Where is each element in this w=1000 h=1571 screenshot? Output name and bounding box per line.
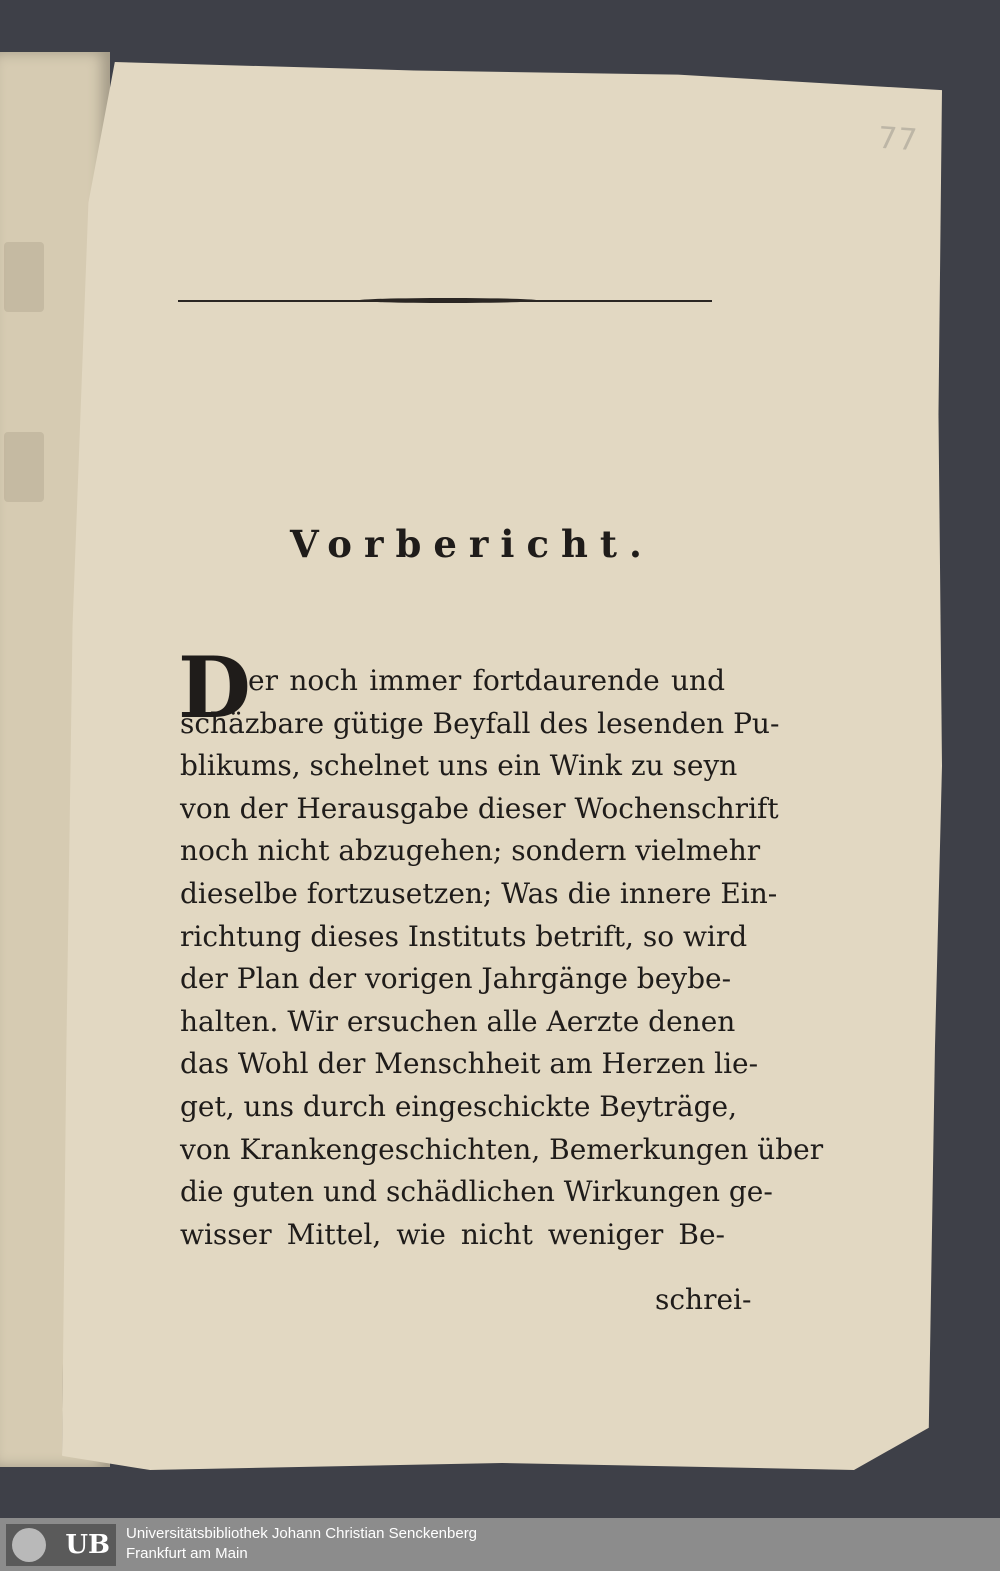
logo-text: UB xyxy=(65,1530,110,1560)
text-line: halten. Wir ersuchen alle Aerzte denen xyxy=(180,1004,736,1038)
bleed-through-mark xyxy=(4,432,44,502)
body-text xyxy=(180,660,824,1256)
section-heading: Vorbericht. xyxy=(290,522,654,566)
portrait-icon xyxy=(12,1528,46,1562)
text-line: schäzbare gütige Beyfall des lesenden Pu- xyxy=(180,706,780,740)
text-line: get, uns durch eingeschickte Beyträge, xyxy=(180,1089,737,1123)
text-line: die guten und schädlichen Wirkungen ge- xyxy=(180,1175,773,1209)
text-line: dieselbe fortzusetzen; Was die innere Ein- xyxy=(180,876,778,910)
text-line: von der Herausgabe dieser Wochenschrift xyxy=(180,791,779,825)
text-line: er noch immer fortdaurende und xyxy=(248,664,725,697)
text-line: blikums, schelnet uns ein Wink zu seyn xyxy=(180,749,738,783)
drop-cap: D xyxy=(178,638,251,737)
library-name-line2: Frankfurt am Main xyxy=(126,1545,248,1562)
text-line: von Krankengeschichten, Bemerkungen über xyxy=(180,1132,824,1166)
text-line: noch nicht abzugehen; sondern vielmehr xyxy=(180,834,761,868)
library-name-line1: Universitätsbibliothek Johann Christian Senckenberg xyxy=(126,1525,478,1542)
page-number: 77 xyxy=(876,120,920,159)
text-line: das Wohl der Menschheit am Herzen lie- xyxy=(180,1047,759,1081)
ub-logo xyxy=(6,1524,116,1566)
decorative-rule xyxy=(178,298,712,303)
library-name xyxy=(126,1524,477,1564)
text-line: richtung dieses Instituts betrift, so wird xyxy=(180,919,748,953)
bleed-through-mark xyxy=(4,242,44,312)
text-line: wisser Mittel, wie nicht weniger Be- xyxy=(180,1217,725,1251)
text-line: der Plan der vorigen Jahrgänge beybe- xyxy=(180,962,732,996)
library-footer xyxy=(0,1518,1000,1571)
catchword: schrei- xyxy=(655,1283,752,1316)
